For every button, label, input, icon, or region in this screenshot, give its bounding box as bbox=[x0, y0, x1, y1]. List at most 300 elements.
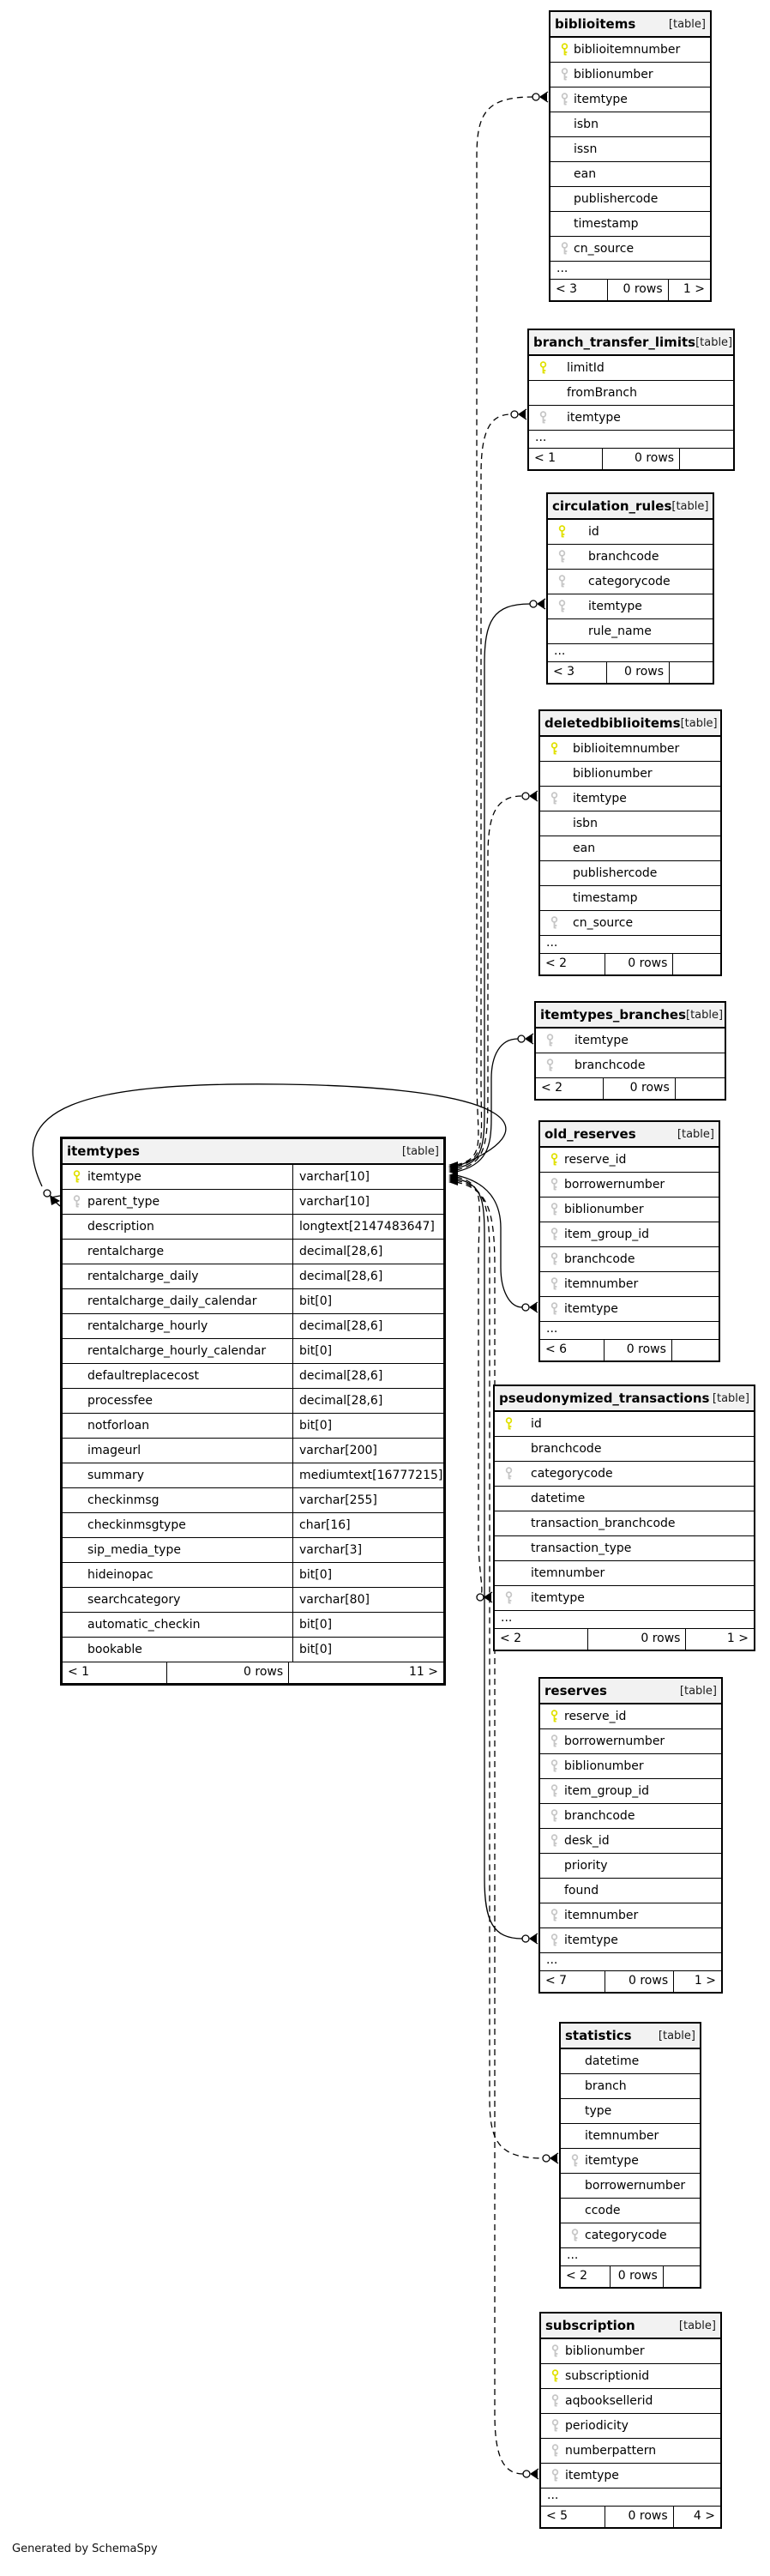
column-itemtype[interactable] bbox=[495, 1586, 754, 1611]
column-name-cell bbox=[63, 1613, 293, 1637]
column-branch[interactable] bbox=[561, 2074, 700, 2099]
table-title-bar[interactable] bbox=[540, 1679, 721, 1704]
zero-or-one-circle bbox=[518, 1035, 525, 1042]
crow-foot-arrow bbox=[540, 93, 547, 101]
footer-related-left[interactable]: < 2 bbox=[561, 2266, 611, 2287]
footer-related-right[interactable]: 1 > bbox=[694, 1974, 716, 1988]
column-type: decimal[28,6] bbox=[299, 1319, 383, 1333]
column-transaction_branchcode[interactable] bbox=[495, 1511, 754, 1536]
zero-or-one-circle bbox=[511, 411, 518, 418]
crow-foot-prong bbox=[531, 2474, 538, 2479]
crow-foot-prong bbox=[530, 796, 538, 801]
column-itemtype[interactable] bbox=[540, 787, 720, 811]
column-name: rentalcharge bbox=[87, 1245, 165, 1258]
table-tag: [table] bbox=[712, 1391, 749, 1405]
column-type: bit[0] bbox=[299, 1419, 333, 1433]
column-name-cell bbox=[63, 1314, 293, 1338]
table-itemtypes_branches bbox=[534, 1001, 726, 1101]
column-name: parent_type bbox=[87, 1195, 160, 1209]
table-name[interactable]: reserves bbox=[544, 1683, 607, 1698]
column-itemtype[interactable] bbox=[63, 1165, 443, 1190]
column-name: categorycode bbox=[585, 2229, 667, 2242]
footer-row-count: 0 rows bbox=[605, 1340, 672, 1360]
footer-related-right[interactable]: 1 > bbox=[726, 1632, 749, 1645]
relationship-biblioitems bbox=[456, 97, 532, 1165]
column-name: itemnumber bbox=[531, 1566, 605, 1580]
column-branchcode[interactable] bbox=[536, 1053, 725, 1078]
footer-related-left[interactable]: < 2 bbox=[536, 1078, 604, 1099]
column-priority[interactable] bbox=[540, 1854, 721, 1879]
ellipsis-row: ... bbox=[550, 262, 710, 280]
column-itemtype[interactable] bbox=[536, 1029, 725, 1053]
column-name: borrowernumber bbox=[585, 2179, 686, 2193]
table-footer bbox=[529, 449, 733, 469]
crow-foot-arrow bbox=[484, 1593, 491, 1602]
footer-related-left[interactable]: < 7 bbox=[540, 1971, 605, 1992]
column-ccode[interactable] bbox=[561, 2199, 700, 2223]
crow-foot-prong bbox=[538, 604, 545, 609]
column-fromBranch[interactable] bbox=[529, 381, 733, 406]
table-tag: [table] bbox=[679, 1684, 717, 1698]
ellipsis-row: ... bbox=[495, 1611, 754, 1629]
column-name: itemtype bbox=[564, 1302, 618, 1316]
foreign-key-icon bbox=[550, 1909, 559, 1922]
zero-or-one-circle bbox=[522, 793, 529, 799]
column-branchcode[interactable] bbox=[495, 1437, 754, 1462]
column-name-cell bbox=[63, 1165, 293, 1189]
column-biblionumber[interactable] bbox=[550, 63, 710, 87]
column-defaultreplacecost[interactable] bbox=[63, 1364, 443, 1389]
table-footer bbox=[541, 2507, 720, 2527]
column-name: itemnumber bbox=[564, 1277, 639, 1291]
column-isbn[interactable] bbox=[540, 811, 720, 836]
crow-foot-prong bbox=[540, 97, 548, 102]
footer-related-right[interactable] bbox=[676, 1078, 725, 1099]
footer-related-right[interactable] bbox=[673, 954, 720, 974]
crow-foot-arrow bbox=[50, 1195, 60, 1205]
column-name: itemtype bbox=[574, 93, 628, 106]
footer-related-right[interactable] bbox=[670, 662, 713, 683]
column-name-cell bbox=[63, 1264, 293, 1288]
column-name-cell bbox=[63, 1588, 293, 1612]
column-processfee[interactable] bbox=[63, 1389, 443, 1414]
column-name: isbn bbox=[573, 817, 598, 830]
column-name: categorycode bbox=[588, 575, 671, 588]
table-name[interactable]: itemtypes_branches bbox=[540, 1007, 687, 1023]
column-branchcode[interactable] bbox=[548, 545, 713, 570]
column-borrowernumber[interactable] bbox=[540, 1729, 721, 1754]
primary-key-icon bbox=[538, 361, 548, 375]
table-name[interactable]: itemtypes bbox=[67, 1143, 140, 1159]
foreign-key-icon bbox=[538, 411, 548, 425]
column-name: biblionumber bbox=[565, 2344, 645, 2358]
footer-row-count: 0 rows bbox=[605, 2507, 673, 2527]
column-rentalcharge_daily_calendar[interactable] bbox=[63, 1289, 443, 1314]
foreign-key-icon bbox=[550, 1934, 559, 1947]
column-type: char[16] bbox=[299, 1518, 351, 1532]
column-datetime[interactable] bbox=[495, 1487, 754, 1511]
column-bookable[interactable] bbox=[63, 1638, 443, 1662]
column-name: imageurl bbox=[87, 1444, 141, 1457]
column-imageurl[interactable] bbox=[63, 1439, 443, 1463]
footer-related-left[interactable]: < 3 bbox=[550, 280, 608, 300]
footer-related-right[interactable]: 1 > bbox=[683, 282, 705, 296]
column-limitId[interactable] bbox=[529, 356, 733, 381]
crow-foot-arrow bbox=[538, 600, 544, 608]
column-checkinmsgtype[interactable] bbox=[63, 1513, 443, 1538]
column-type: varchar[10] bbox=[299, 1170, 370, 1184]
column-name: fromBranch bbox=[567, 386, 637, 400]
column-name: publishercode bbox=[574, 192, 659, 206]
column-cn_source[interactable] bbox=[550, 237, 710, 262]
footer-related-right[interactable]: 4 > bbox=[693, 2509, 715, 2523]
table-tag: [table] bbox=[686, 1008, 724, 1022]
column-type: bit[0] bbox=[299, 1568, 333, 1582]
column-name-cell bbox=[63, 1488, 293, 1512]
footer-related-left[interactable]: < 1 bbox=[529, 449, 603, 469]
column-type: decimal[28,6] bbox=[299, 1369, 383, 1383]
foreign-key-icon bbox=[550, 792, 559, 805]
table-biblioitems bbox=[549, 10, 712, 302]
zero-or-one-circle bbox=[522, 1935, 529, 1942]
column-hideinopac[interactable] bbox=[63, 1563, 443, 1588]
column-itemtype[interactable] bbox=[548, 594, 713, 619]
column-name-cell bbox=[63, 1339, 293, 1363]
column-name-cell bbox=[63, 1513, 293, 1537]
crow-foot-prong bbox=[538, 599, 545, 604]
column-name: itemtype bbox=[585, 2154, 639, 2168]
primary-key-icon bbox=[550, 1153, 559, 1167]
crow-foot-prong bbox=[51, 1198, 60, 1206]
column-searchcategory[interactable] bbox=[63, 1588, 443, 1613]
footer-related-left[interactable]: < 1 bbox=[63, 1662, 167, 1683]
primary-key-icon bbox=[550, 742, 559, 756]
table-tag: [table] bbox=[695, 335, 733, 349]
column-rentalcharge_hourly_calendar[interactable] bbox=[63, 1339, 443, 1364]
column-biblioitemnumber[interactable] bbox=[550, 38, 710, 63]
crow-foot-arrow bbox=[550, 2154, 557, 2163]
column-name: cn_source bbox=[574, 242, 635, 256]
crow-foot-prong bbox=[484, 1592, 492, 1597]
table-title-bar[interactable] bbox=[540, 711, 720, 737]
column-rentalcharge_daily[interactable] bbox=[63, 1264, 443, 1289]
table-name[interactable]: branch_transfer_limits bbox=[533, 335, 696, 350]
column-type: decimal[28,6] bbox=[299, 1245, 383, 1258]
column-name: hideinopac bbox=[87, 1568, 153, 1582]
parent-end-arrow bbox=[448, 1163, 458, 1170]
column-name: rentalcharge_daily_calendar bbox=[87, 1294, 257, 1308]
column-borrowernumber[interactable] bbox=[561, 2174, 700, 2199]
foreign-key-icon bbox=[550, 1784, 559, 1798]
column-categorycode[interactable] bbox=[495, 1462, 754, 1487]
table-tag: [table] bbox=[680, 716, 718, 730]
table-statistics bbox=[559, 2022, 701, 2289]
crow-foot-prong bbox=[531, 2469, 538, 2474]
column-name: notforloan bbox=[87, 1419, 150, 1433]
table-footer bbox=[550, 280, 710, 300]
column-biblionumber[interactable] bbox=[540, 762, 720, 787]
table-subscription bbox=[539, 2312, 722, 2529]
column-timestamp[interactable] bbox=[550, 212, 710, 237]
ellipsis-row: ... bbox=[561, 2248, 700, 2266]
column-itemtype[interactable] bbox=[561, 2149, 700, 2174]
column-transaction_type[interactable] bbox=[495, 1536, 754, 1561]
column-name: defaultreplacecost bbox=[87, 1369, 200, 1383]
footer-related-right[interactable] bbox=[680, 449, 733, 469]
ellipsis-row: ... bbox=[540, 936, 720, 954]
table-title-bar[interactable] bbox=[550, 12, 710, 38]
zero-or-one-circle bbox=[44, 1190, 51, 1197]
footer-row-count: 0 rows bbox=[605, 1971, 674, 1992]
column-numberpattern[interactable] bbox=[541, 2439, 720, 2464]
column-itemnumber[interactable] bbox=[495, 1561, 754, 1586]
column-branchcode[interactable] bbox=[540, 1804, 721, 1829]
column-automatic_checkin[interactable] bbox=[63, 1613, 443, 1638]
column-branchcode[interactable] bbox=[540, 1247, 719, 1272]
column-biblionumber[interactable] bbox=[540, 1198, 719, 1222]
table-title-bar[interactable] bbox=[548, 494, 713, 520]
column-name-cell bbox=[63, 1538, 293, 1562]
column-desk_id[interactable] bbox=[540, 1829, 721, 1854]
column-name: numberpattern bbox=[565, 2444, 657, 2458]
parent-end-arrow bbox=[448, 1161, 458, 1168]
foreign-key-icon bbox=[550, 2394, 560, 2408]
column-aqbooksellerid[interactable] bbox=[541, 2389, 720, 2414]
column-biblioitemnumber[interactable] bbox=[540, 737, 720, 762]
table-pseudonymized_transactions bbox=[493, 1385, 755, 1651]
column-type: longtext[2147483647] bbox=[299, 1220, 435, 1234]
column-name: biblionumber bbox=[564, 1759, 644, 1773]
column-name: branchcode bbox=[531, 1442, 602, 1456]
footer-row-count: 0 rows bbox=[603, 449, 680, 469]
table-title-bar[interactable] bbox=[536, 1003, 725, 1029]
column-id[interactable] bbox=[548, 520, 713, 545]
column-categorycode[interactable] bbox=[561, 2223, 700, 2248]
foreign-key-icon bbox=[560, 242, 569, 256]
column-name-cell bbox=[63, 1439, 293, 1463]
table-title-bar[interactable] bbox=[540, 1122, 719, 1148]
column-categorycode[interactable] bbox=[548, 570, 713, 594]
crow-foot-prong bbox=[530, 1302, 538, 1307]
table-name[interactable]: pseudonymized_transactions bbox=[499, 1391, 710, 1406]
column-name-cell bbox=[63, 1563, 293, 1587]
foreign-key-icon bbox=[545, 1034, 555, 1047]
column-sip_media_type[interactable] bbox=[63, 1538, 443, 1563]
column-item_group_id[interactable] bbox=[540, 1779, 721, 1804]
column-itemtype[interactable] bbox=[550, 87, 710, 112]
column-name: automatic_checkin bbox=[87, 1618, 201, 1632]
column-itemtype[interactable] bbox=[540, 1928, 721, 1953]
footer-row-count: 0 rows bbox=[605, 954, 674, 974]
column-item_group_id[interactable] bbox=[540, 1222, 719, 1247]
column-notforloan[interactable] bbox=[63, 1414, 443, 1439]
table-footer bbox=[540, 954, 720, 974]
table-tag: [table] bbox=[401, 1144, 439, 1158]
column-name: itemtype bbox=[87, 1170, 141, 1184]
column-ean[interactable] bbox=[540, 836, 720, 861]
column-name: itemtype bbox=[573, 792, 627, 805]
column-borrowernumber[interactable] bbox=[540, 1173, 719, 1198]
column-itemnumber[interactable] bbox=[540, 1272, 719, 1297]
column-name: summary bbox=[87, 1469, 145, 1482]
foreign-key-icon bbox=[557, 600, 567, 613]
column-name: id bbox=[531, 1417, 542, 1431]
zero-or-one-circle bbox=[543, 2155, 550, 2162]
column-name: bookable bbox=[87, 1643, 142, 1656]
crow-foot-arrow bbox=[519, 410, 526, 419]
column-name: itemtype bbox=[574, 1034, 629, 1047]
foreign-key-icon bbox=[550, 916, 559, 930]
generated-by-note: Generated by SchemaSpy bbox=[12, 2543, 158, 2555]
column-name: limitId bbox=[567, 361, 605, 375]
footer-related-left[interactable]: < 2 bbox=[495, 1629, 588, 1650]
relationship-pseudonymized_transactions bbox=[456, 1177, 482, 1597]
column-name: ccode bbox=[585, 2204, 621, 2217]
column-type: decimal[28,6] bbox=[299, 1270, 383, 1283]
column-reserve_id[interactable] bbox=[540, 1704, 721, 1729]
column-timestamp[interactable] bbox=[540, 886, 720, 911]
primary-key-icon bbox=[557, 525, 567, 539]
footer-related-right[interactable]: 11 > bbox=[409, 1665, 438, 1679]
table-footer bbox=[540, 1340, 719, 1360]
table-title-bar[interactable] bbox=[561, 2024, 700, 2049]
column-type: varchar[255] bbox=[299, 1493, 377, 1507]
column-itemtype[interactable] bbox=[529, 406, 733, 431]
table-title-bar[interactable] bbox=[529, 330, 733, 356]
column-name: categorycode bbox=[531, 1467, 613, 1481]
column-subscriptionid[interactable] bbox=[541, 2364, 720, 2389]
column-parent_type[interactable] bbox=[63, 1190, 443, 1215]
column-name: aqbooksellerid bbox=[565, 2394, 653, 2408]
foreign-key-icon bbox=[504, 1467, 514, 1481]
column-description[interactable] bbox=[63, 1215, 443, 1240]
column-name: biblioitemnumber bbox=[573, 742, 680, 756]
column-name-cell bbox=[63, 1414, 293, 1438]
parent-end-arrow bbox=[448, 1173, 458, 1180]
crow-foot-prong bbox=[530, 791, 538, 796]
table-name[interactable]: statistics bbox=[565, 2028, 632, 2043]
column-issn[interactable] bbox=[550, 137, 710, 162]
table-deletedbiblioitems bbox=[538, 709, 722, 976]
column-biblionumber[interactable] bbox=[541, 2339, 720, 2364]
column-type: varchar[3] bbox=[299, 1543, 363, 1557]
foreign-key-icon bbox=[72, 1195, 81, 1209]
column-name: type bbox=[585, 2104, 612, 2118]
column-itemnumber[interactable] bbox=[540, 1903, 721, 1928]
column-name: biblionumber bbox=[573, 767, 653, 781]
column-name: ean bbox=[574, 167, 597, 181]
parent-end-arrow bbox=[448, 1165, 458, 1172]
foreign-key-icon bbox=[550, 1734, 559, 1748]
column-ean[interactable] bbox=[550, 162, 710, 187]
table-tag: [table] bbox=[677, 1127, 714, 1141]
table-title-bar[interactable] bbox=[63, 1139, 443, 1165]
column-name: searchcategory bbox=[87, 1593, 181, 1607]
foreign-key-icon bbox=[570, 2154, 580, 2168]
zero-or-one-circle bbox=[532, 94, 539, 100]
column-name: itemtype bbox=[588, 600, 642, 613]
table-title-bar[interactable] bbox=[541, 2314, 720, 2339]
column-name: issn bbox=[574, 142, 598, 156]
table-footer bbox=[548, 662, 713, 683]
table-title-bar[interactable] bbox=[495, 1386, 754, 1412]
relationship-circulation_rules bbox=[456, 604, 530, 1168]
crow-foot-arrow bbox=[530, 792, 537, 800]
column-type[interactable] bbox=[561, 2099, 700, 2124]
table-tag: [table] bbox=[671, 499, 709, 513]
column-name: publishercode bbox=[573, 866, 658, 880]
foreign-key-icon bbox=[550, 2419, 560, 2433]
table-name[interactable]: subscription bbox=[545, 2318, 635, 2333]
foreign-key-icon bbox=[550, 2469, 560, 2482]
column-name: itemtype bbox=[564, 1934, 618, 1947]
foreign-key-icon bbox=[550, 1178, 559, 1191]
footer-related-right[interactable] bbox=[664, 2266, 700, 2287]
primary-key-icon bbox=[560, 43, 569, 57]
footer-related-left[interactable]: < 6 bbox=[540, 1340, 605, 1360]
table-name[interactable]: biblioitems bbox=[555, 16, 636, 32]
column-cn_source[interactable] bbox=[540, 911, 720, 936]
footer-related-left[interactable]: < 2 bbox=[540, 954, 605, 974]
foreign-key-icon bbox=[550, 1834, 559, 1848]
column-name-cell bbox=[63, 1190, 293, 1214]
column-itemtype[interactable] bbox=[540, 1297, 719, 1322]
column-rentalcharge[interactable] bbox=[63, 1240, 443, 1264]
column-type: bit[0] bbox=[299, 1618, 333, 1632]
column-found[interactable] bbox=[540, 1879, 721, 1903]
column-name: transaction_branchcode bbox=[531, 1517, 676, 1530]
relationship-itemtypes_branches bbox=[456, 1039, 518, 1172]
foreign-key-icon bbox=[550, 1759, 559, 1773]
crow-foot-arrow bbox=[531, 2470, 538, 2478]
crow-foot-arrow bbox=[530, 1934, 537, 1943]
table-footer bbox=[495, 1629, 754, 1650]
column-id[interactable] bbox=[495, 1412, 754, 1437]
parent-end-arrow bbox=[448, 1168, 458, 1175]
relationship-branch_transfer_limits bbox=[456, 414, 511, 1167]
column-isbn[interactable] bbox=[550, 112, 710, 137]
column-itemnumber[interactable] bbox=[561, 2124, 700, 2149]
foreign-key-icon bbox=[570, 2229, 580, 2242]
column-type: decimal[28,6] bbox=[299, 1394, 383, 1408]
column-summary[interactable] bbox=[63, 1463, 443, 1488]
table-tag: [table] bbox=[668, 17, 706, 31]
column-datetime[interactable] bbox=[561, 2049, 700, 2074]
column-name-cell bbox=[63, 1364, 293, 1388]
table-name[interactable]: old_reserves bbox=[544, 1126, 636, 1142]
column-rule_name[interactable] bbox=[548, 619, 713, 644]
column-biblionumber[interactable] bbox=[540, 1754, 721, 1779]
footer-related-left[interactable]: < 3 bbox=[548, 662, 607, 683]
column-checkinmsg[interactable] bbox=[63, 1488, 443, 1513]
column-name: biblioitemnumber bbox=[574, 43, 681, 57]
table-name[interactable]: deletedbiblioitems bbox=[544, 715, 681, 731]
column-name: priority bbox=[564, 1859, 608, 1873]
column-periodicity[interactable] bbox=[541, 2414, 720, 2439]
column-name: processfee bbox=[87, 1394, 153, 1408]
column-publishercode[interactable] bbox=[540, 861, 720, 886]
zero-or-one-circle bbox=[530, 600, 537, 607]
column-publishercode[interactable] bbox=[550, 187, 710, 212]
footer-related-right[interactable] bbox=[672, 1340, 719, 1360]
column-reserve_id[interactable] bbox=[540, 1148, 719, 1173]
crow-foot-prong bbox=[519, 409, 526, 414]
footer-related-left[interactable]: < 5 bbox=[541, 2507, 605, 2527]
foreign-key-icon bbox=[550, 1228, 559, 1241]
column-rentalcharge_hourly[interactable] bbox=[63, 1314, 443, 1339]
table-name[interactable]: circulation_rules bbox=[552, 498, 672, 514]
column-itemtype[interactable] bbox=[541, 2464, 720, 2489]
